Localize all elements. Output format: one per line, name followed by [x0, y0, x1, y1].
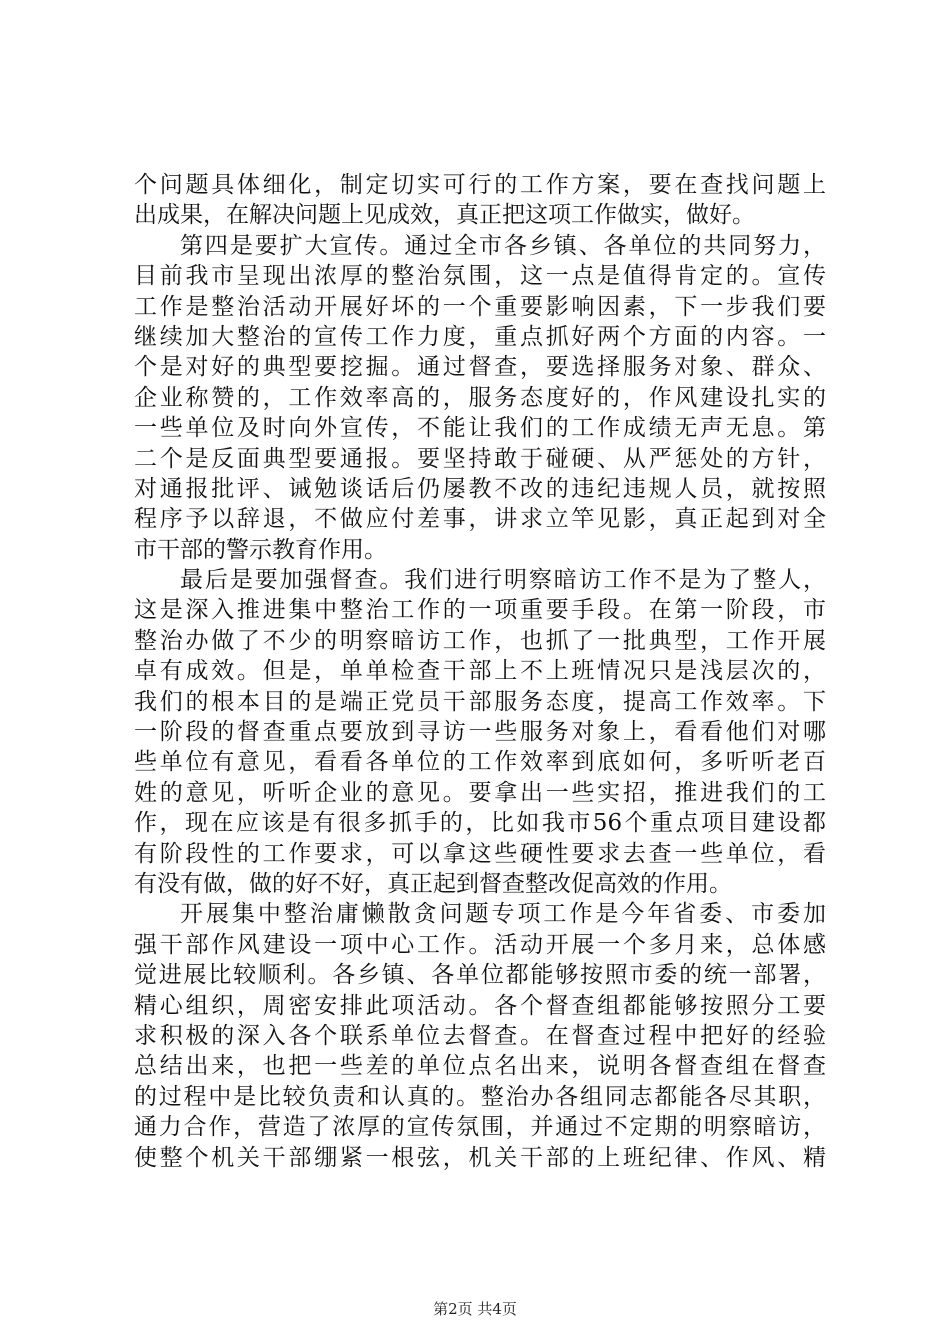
- text-line: 对通报批评、诫勉谈话后仍屡教不改的违纪违规人员，就按照: [134, 475, 826, 502]
- text-line: 继续加大整治的宣传工作力度，重点抓好两个方面的内容。一: [134, 323, 826, 350]
- text-line: 精心组织，周密安排此项活动。各个督查组都能够按照分工要: [134, 992, 826, 1019]
- text-line: 开展集中整治庸懒散贪问题专项工作是今年省委、市委加: [180, 901, 826, 928]
- text-line: 出成果，在解决问题上见成效，真正把这项工作做实，做好。: [134, 202, 755, 229]
- text-line: 的过程中是比较负责和认真的。整治办各组同志都能各尽其职，: [134, 1083, 826, 1110]
- text-line: 卓有成效。但是，单单检查干部上不上班情况只是浅层次的，: [134, 658, 826, 685]
- text-line: 使整个机关干部绷紧一根弦，机关干部的上班纪律、作风、精: [134, 1144, 826, 1171]
- text-line: 程序予以辞退，不做应付差事，讲求立竿见影，真正起到对全: [134, 506, 826, 533]
- text-line: 个是对好的典型要挖掘。通过督查，要选择服务对象、群众、: [134, 354, 826, 381]
- text-line: 最后是要加强督查。我们进行明察暗访工作不是为了整人，: [180, 567, 826, 594]
- text-line: 求积极的深入各个联系单位去督查。在督查过程中把好的经验: [134, 1022, 826, 1049]
- text-line: 市干部的警示教育作用。: [134, 536, 387, 563]
- page-footer: 第2页 共4页: [433, 1300, 517, 1318]
- text-line: 二个是反面典型要通报。要坚持敢于碰硬、从严惩处的方针，: [134, 445, 826, 472]
- text-line: 总结出来，也把一些差的单位点名出来，说明各督查组在督查: [134, 1053, 826, 1080]
- text-line: 觉进展比较顺利。各乡镇、各单位都能够按照市委的统一部署，: [134, 962, 826, 989]
- text-line: 作，现在应该是有很多抓手的，比如我市56个重点项目建设都: [134, 810, 826, 837]
- text-line: 有没有做，做的好不好，真正起到督查整改促高效的作用。: [134, 870, 732, 897]
- text-line: 些单位有意见，看看各单位的工作效率到底如何，多听听老百: [134, 749, 826, 776]
- text-line: 有阶段性的工作要求，可以拿这些硬性要求去查一些单位，看: [134, 840, 826, 867]
- text-line: 个问题具体细化，制定切实可行的工作方案，要在查找问题上: [134, 172, 826, 198]
- text-line: 一些单位及时向外宣传，不能让我们的工作成绩无声无息。第: [134, 415, 826, 442]
- text-line: 一阶段的督查重点要放到寻访一些服务对象上，看看他们对哪: [134, 719, 826, 746]
- text-line: 强干部作风建设一项中心工作。活动开展一个多月来，总体感: [134, 931, 826, 958]
- text-line: 企业称赞的，工作效率高的，服务态度好的，作风建设扎实的: [134, 384, 826, 411]
- text-line: 第四是要扩大宣传。通过全市各乡镇、各单位的共同努力，: [180, 232, 826, 259]
- text-line: 我们的根本目的是端正党员干部服务态度，提高工作效率。下: [134, 688, 826, 715]
- text-line: 工作是整治活动开展好坏的一个重要影响因素，下一步我们要: [134, 293, 826, 320]
- text-line: 通力合作，营造了浓厚的宣传氛围，并通过不定期的明察暗访，: [134, 1114, 826, 1141]
- body-text: [134, 170, 826, 1173]
- text-line: 目前我市呈现出浓厚的整治氛围，这一点是值得肯定的。宣传: [134, 263, 826, 290]
- text-line: 姓的意见，听听企业的意见。要拿出一些实招，推进我们的工: [134, 779, 826, 806]
- text-line: 整治办做了不少的明察暗访工作，也抓了一批典型，工作开展: [134, 627, 826, 654]
- text-line: 这是深入推进集中整治工作的一项重要手段。在第一阶段，市: [134, 597, 826, 624]
